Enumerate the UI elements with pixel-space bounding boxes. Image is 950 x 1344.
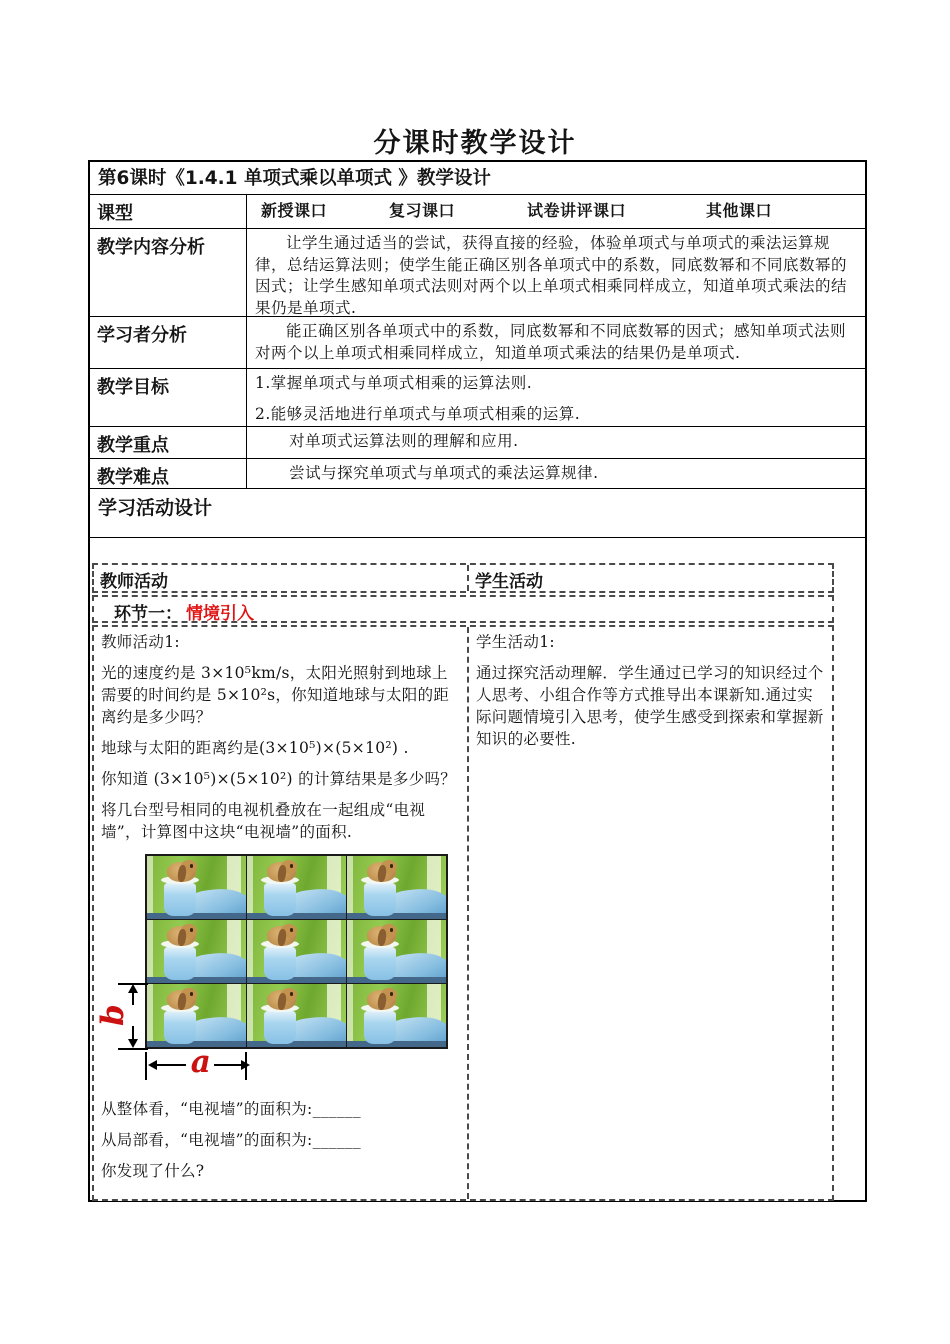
blue-cup bbox=[264, 947, 297, 980]
objective-item-1: 1.掌握单项式与单项式相乘的运算法则. bbox=[255, 374, 533, 392]
session-title: 第6课时《1.4.1 单项式乘以单项式 》教学设计 bbox=[98, 168, 491, 189]
activity-column-headers bbox=[92, 563, 834, 593]
blue-cup bbox=[264, 883, 297, 916]
blue-cup bbox=[364, 1011, 397, 1044]
objectives-cell bbox=[247, 369, 865, 426]
key-point-label: 教学重点 bbox=[90, 427, 247, 458]
dimension-b-arrow-down bbox=[128, 1039, 138, 1048]
activity-content bbox=[92, 625, 834, 1201]
difficulty-text: 尝试与探究单项式与单项式的乘法运算规律. bbox=[289, 464, 599, 482]
shelf-edge bbox=[247, 1041, 346, 1047]
blue-cup bbox=[164, 947, 197, 980]
rabbit-eye bbox=[390, 928, 393, 932]
key-point-text: 对单项式运算法则的理解和应用. bbox=[289, 432, 519, 450]
window-band bbox=[147, 856, 153, 919]
blue-cup bbox=[164, 1011, 197, 1044]
key-point-cell bbox=[247, 427, 865, 458]
dimension-b-tick-bottom bbox=[118, 1048, 148, 1050]
lesson-plan-table bbox=[88, 160, 867, 1202]
tv-wall-cell bbox=[147, 856, 246, 919]
tv-wall-cell bbox=[147, 984, 246, 1047]
window-band bbox=[347, 920, 353, 983]
session-title-row bbox=[90, 162, 865, 194]
shelf-edge bbox=[247, 913, 346, 919]
rabbit-eye bbox=[190, 992, 193, 996]
student-activity-header: 学生活动 bbox=[475, 572, 543, 592]
content-analysis-label: 教学内容分析 bbox=[90, 229, 247, 316]
course-type-row bbox=[90, 194, 865, 228]
shelf-edge bbox=[347, 977, 446, 983]
learner-analysis-row bbox=[90, 316, 865, 368]
teacher-paragraph-2: 地球与太阳的距离约是(3×10⁵)×(5×10²) . bbox=[101, 739, 409, 757]
teacher-blank-whole: 从整体看，“电视墙”的面积为:______ bbox=[101, 1100, 361, 1118]
difficulty-label: 教学难点 bbox=[90, 459, 247, 488]
learner-analysis-label: 学习者分析 bbox=[90, 317, 247, 368]
difficulty-cell bbox=[247, 459, 865, 488]
course-type-options bbox=[247, 195, 865, 228]
student-activity-column bbox=[469, 627, 832, 1199]
stage-prefix: 环节一： bbox=[114, 604, 182, 624]
dimension-a-arrow-right bbox=[241, 1060, 250, 1070]
window-band bbox=[347, 856, 353, 919]
rabbit-eye bbox=[390, 864, 393, 868]
tv-wall-cell bbox=[247, 920, 346, 983]
teacher-blank-part: 从局部看，“电视墙”的面积为:______ bbox=[101, 1131, 361, 1149]
window-band bbox=[347, 984, 353, 1047]
teacher-paragraph-4: 将几台型号相同的电视机叠放在一起组成“电视墙”，计算图中这块“电视墙”的面积. bbox=[101, 801, 426, 841]
course-type-option-other: 其他课口 bbox=[706, 201, 773, 220]
rabbit-eye bbox=[290, 992, 293, 996]
shelf-edge bbox=[347, 913, 446, 919]
shelf-edge bbox=[147, 913, 246, 919]
stage-title: 情境引入 bbox=[186, 604, 254, 624]
window-band bbox=[147, 984, 153, 1047]
course-type-option-new: 新授课口 bbox=[261, 201, 328, 220]
teacher-activity-heading: 教师活动1: bbox=[101, 633, 180, 651]
tv-wall-grid bbox=[145, 854, 448, 1049]
blue-cup bbox=[364, 947, 397, 980]
window-band bbox=[247, 984, 253, 1047]
objectives-row bbox=[90, 368, 865, 426]
content-analysis-text: 让学生通过适当的尝试，获得直接的经验，体验单项式与单项式的乘法运算规律，总结运算法则；使学生能正确区别各单项式中的系数，同底数幂和不同底数幂的因式；让学生感知单项式法则对两个以上单项式相乘同样成立，知道单项式乘法的结果仍是单项式. bbox=[255, 234, 848, 317]
course-type-option-exam: 试卷讲评课口 bbox=[527, 201, 627, 220]
dimension-a-line-left bbox=[156, 1064, 186, 1066]
rabbit-eye bbox=[390, 992, 393, 996]
key-point-row bbox=[90, 426, 865, 458]
blue-cup bbox=[264, 1011, 297, 1044]
course-type-option-review: 复习课口 bbox=[389, 201, 456, 220]
teacher-activity-column bbox=[94, 627, 469, 1199]
student-paragraph: 通过探究活动理解．学生通过已学习的知识经过个人思考、小组合作等方式推导出本课新知.通过实际问题情境引入思考，使学生感受到探索和掌握新知识的必要性. bbox=[476, 664, 824, 748]
document-title: 分课时教学设计 bbox=[373, 128, 577, 159]
window-band bbox=[247, 856, 253, 919]
shelf-edge bbox=[247, 977, 346, 983]
window-band bbox=[147, 920, 153, 983]
dimension-a-tick-left bbox=[145, 1052, 147, 1080]
content-analysis-row bbox=[90, 228, 865, 316]
rabbit-eye bbox=[290, 864, 293, 868]
shelf-edge bbox=[147, 977, 246, 983]
activity-main-row bbox=[90, 537, 865, 1200]
objectives-label: 教学目标 bbox=[90, 369, 247, 426]
dimension-label-b: b bbox=[95, 1004, 131, 1026]
rabbit-eye bbox=[290, 928, 293, 932]
learner-analysis-text: 能正确区别各单项式中的系数，同底数幂和不同底数幂的因式；感知单项式法则对两个以上单项式相乘同样成立，知道单项式乘法的结果仍是单项式. bbox=[255, 322, 847, 362]
blue-cup bbox=[164, 883, 197, 916]
shelf-edge bbox=[347, 1041, 446, 1047]
activity-design-label: 学习活动设计 bbox=[98, 497, 213, 519]
content-analysis-cell bbox=[247, 229, 865, 316]
rabbit-eye bbox=[190, 928, 193, 932]
tv-wall-cell bbox=[147, 920, 246, 983]
stage-banner bbox=[92, 595, 834, 623]
tv-wall-cell bbox=[347, 920, 446, 983]
teacher-paragraph-1: 光的速度约是 3×10⁵km/s，太阳光照射到地球上需要的时间约是 5×10²s，你知道地球与太阳的距离约是多少吗？ bbox=[101, 664, 450, 726]
rabbit-eye bbox=[190, 864, 193, 868]
tv-wall-cell bbox=[347, 856, 446, 919]
activity-design-row bbox=[90, 488, 865, 537]
dimension-a-line-right bbox=[214, 1064, 244, 1066]
teacher-paragraph-3: 你知道 (3×10⁵)×(5×10²) 的计算结果是多少吗？ bbox=[101, 770, 457, 788]
window-band bbox=[247, 920, 253, 983]
student-activity-heading: 学生活动1: bbox=[476, 633, 555, 651]
dimension-b-line-bottom bbox=[132, 1026, 134, 1040]
tv-wall-cell bbox=[347, 984, 446, 1047]
blue-cup bbox=[364, 883, 397, 916]
objective-item-2: 2.能够灵活地进行单项式与单项式相乘的运算. bbox=[255, 404, 581, 423]
tv-wall-cell bbox=[247, 984, 346, 1047]
teacher-activity-header: 教师活动 bbox=[94, 565, 469, 591]
course-type-label: 课型 bbox=[90, 195, 247, 228]
learner-analysis-cell bbox=[247, 317, 865, 368]
dimension-label-a: a bbox=[190, 1044, 212, 1080]
tv-wall-figure bbox=[95, 852, 459, 1090]
tv-wall-cell bbox=[247, 856, 346, 919]
difficulty-row bbox=[90, 458, 865, 488]
activity-dashed-area bbox=[92, 563, 834, 1201]
teacher-question: 你发现了什么? bbox=[101, 1162, 205, 1180]
